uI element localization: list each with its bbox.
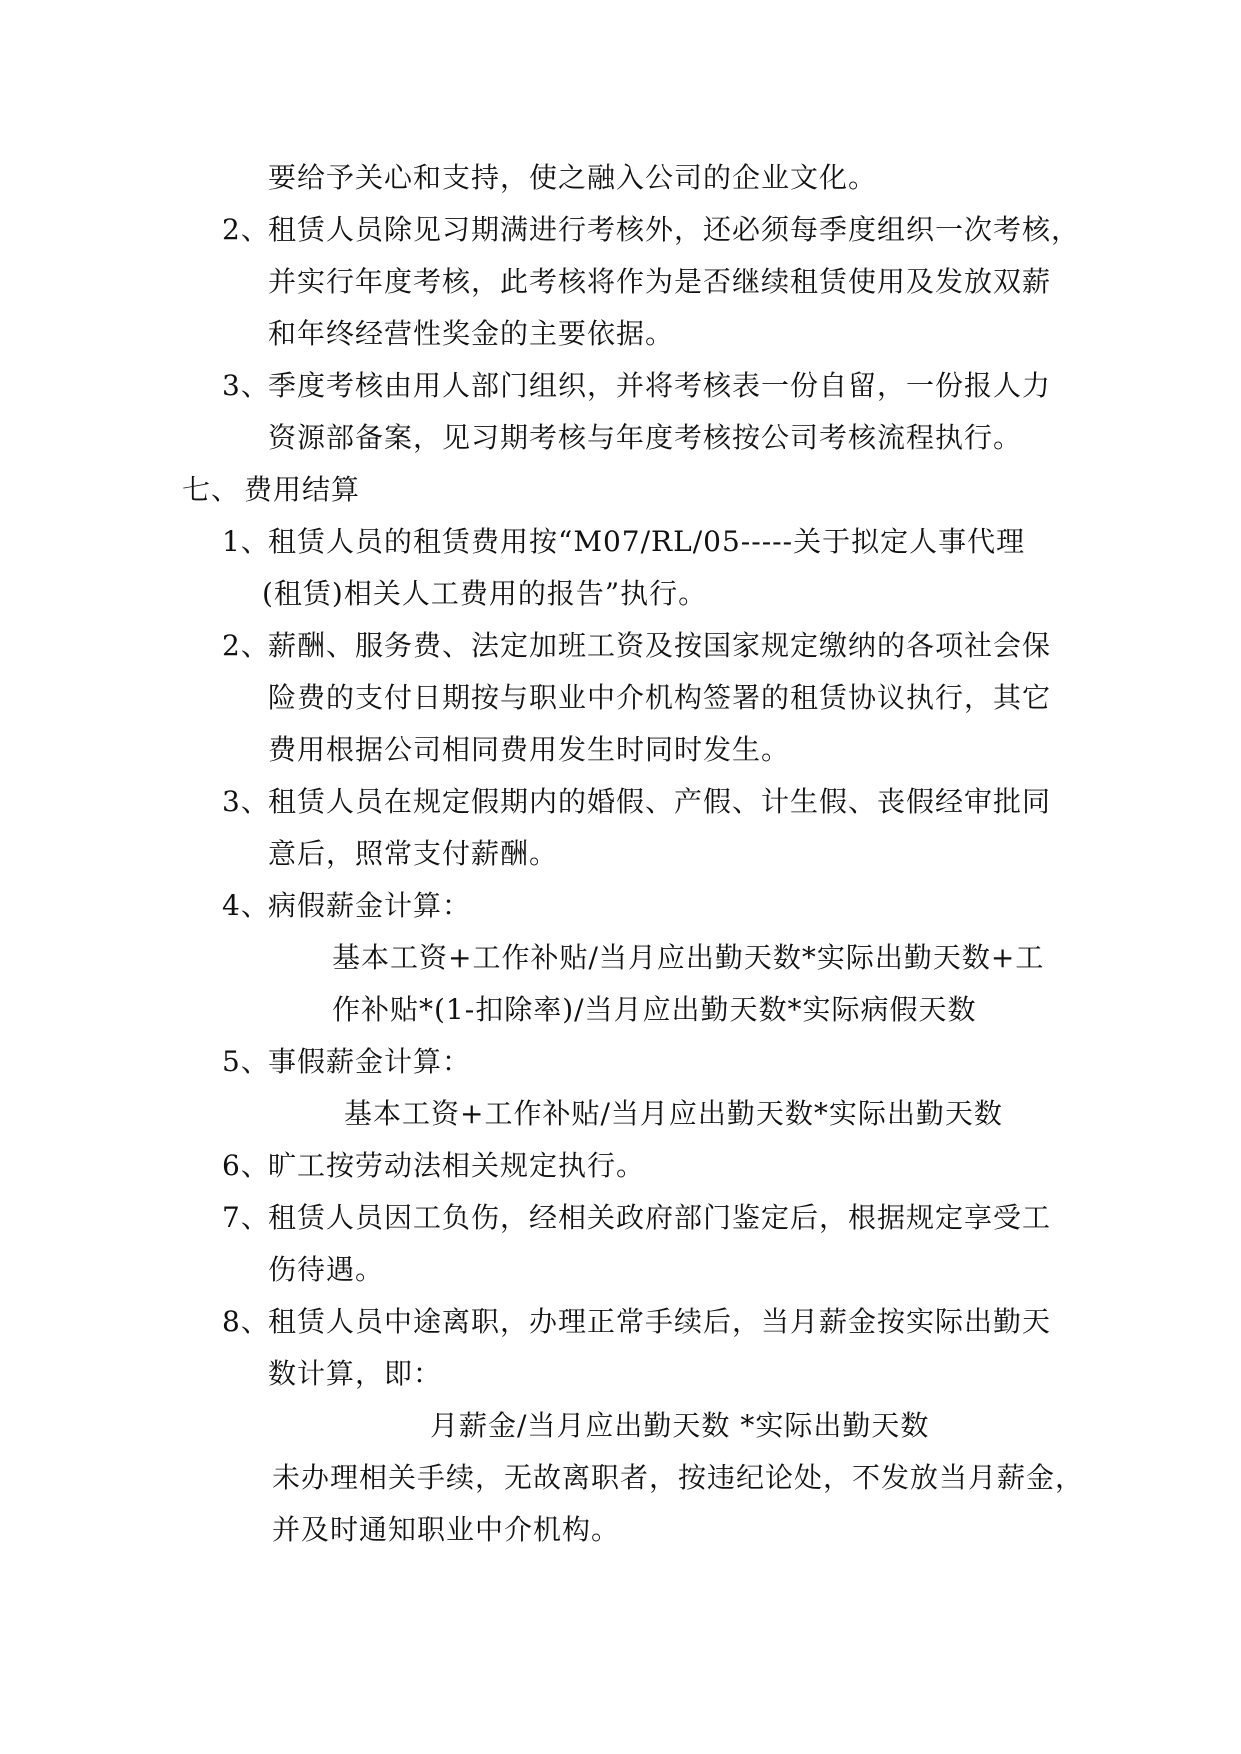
list-item-text: 租赁人员中途离职，办理正常手续后，当月薪金按实际出勤天	[268, 1305, 1052, 1338]
list-item-text: 旷工按劳动法相关规定执行。	[268, 1149, 646, 1182]
list-item-number: 8、	[222, 1305, 270, 1338]
section-item-3-line-2: 意后，照常支付薪酬。	[268, 837, 559, 870]
list-item-2-line-3: 和年终经营性奖金的主要依据。	[268, 317, 675, 350]
list-item-text: 季度考核由用人部门组织，并将考核表一份自留，一份报人力	[268, 369, 1052, 402]
formula-line: 月薪金/当月应出勤天数 *实际出勤天数	[430, 1409, 930, 1442]
list-item-number: 4、	[222, 889, 270, 922]
intro-line: 要给予关心和支持，使之融入公司的企业文化。	[268, 161, 878, 194]
list-item-number: 6、	[222, 1149, 270, 1182]
section-item-2-line-3: 费用根据公司相同费用发生时同时发生。	[268, 733, 791, 766]
list-item-3-line-1	[222, 366, 1051, 406]
list-item-2-line-2: 并实行年度考核，此考核将作为是否继续租赁使用及发放双薪	[268, 265, 1052, 298]
list-item-text: 租赁人员的租赁费用按“M07/RL/05-----关于拟定人事代理	[268, 525, 1026, 558]
section-item-8-note-line-2: 并及时通知职业中介机构。	[272, 1513, 621, 1546]
section-item-1-line-2: (租赁)相关人工费用的报告”执行。	[262, 577, 708, 610]
section-item-8-line-2: 数计算，即：	[268, 1357, 443, 1390]
list-item-number: 5、	[222, 1045, 270, 1078]
section-item-3-line-1	[222, 782, 1051, 822]
list-item-number: 2、	[222, 629, 270, 662]
section-title: 费用结算	[244, 473, 361, 506]
list-item-text: 租赁人员因工负伤，经相关政府部门鉴定后，根据规定享受工	[268, 1201, 1052, 1234]
formula-line: 基本工资+工作补贴/当月应出勤天数*实际出勤天数+工	[332, 941, 1045, 974]
section-number: 七、	[182, 473, 241, 506]
list-item-number: 3、	[222, 785, 270, 818]
list-item-text: 事假薪金计算：	[268, 1045, 472, 1078]
list-item-number: 7、	[222, 1201, 270, 1234]
section-item-6-line-1	[222, 1146, 645, 1186]
list-item-number: 2、	[222, 213, 270, 246]
list-item-text: 薪酬、服务费、法定加班工资及按国家规定缴纳的各项社会保	[268, 629, 1052, 662]
section-item-2-line-1	[222, 626, 1051, 666]
list-item-2-line-1	[222, 210, 1080, 250]
section-item-5-line-1	[222, 1042, 471, 1082]
formula-line: 作补贴*(1-扣除率)/当月应出勤天数*实际病假天数	[332, 993, 977, 1026]
section-item-1-line-1	[222, 522, 1025, 562]
list-item-3-line-2: 资源部备案，见习期考核与年度考核按公司考核流程执行。	[268, 421, 1023, 454]
list-item-number: 1、	[222, 525, 270, 558]
section-heading	[182, 470, 360, 510]
list-item-text: 病假薪金计算：	[268, 889, 472, 922]
list-item-text: 租赁人员除见习期满进行考核外，还必须每季度组织一次考核，	[268, 213, 1081, 246]
section-item-8-note-line-1: 未办理相关手续，无故离职者，按违纪论处，不发放当月薪金，	[272, 1461, 1085, 1494]
formula-line: 基本工资+工作补贴/当月应出勤天数*实际出勤天数	[344, 1097, 1003, 1130]
section-item-7-line-1	[222, 1198, 1051, 1238]
section-item-8-line-1	[222, 1302, 1051, 1342]
section-item-2-line-2: 险费的支付日期按与职业中介机构签署的租赁协议执行，其它	[268, 681, 1052, 714]
section-item-7-line-2: 伤待遇。	[268, 1253, 385, 1286]
list-item-text: 租赁人员在规定假期内的婚假、产假、计生假、丧假经审批同	[268, 785, 1052, 818]
section-item-4-line-1	[222, 886, 471, 926]
list-item-number: 3、	[222, 369, 270, 402]
